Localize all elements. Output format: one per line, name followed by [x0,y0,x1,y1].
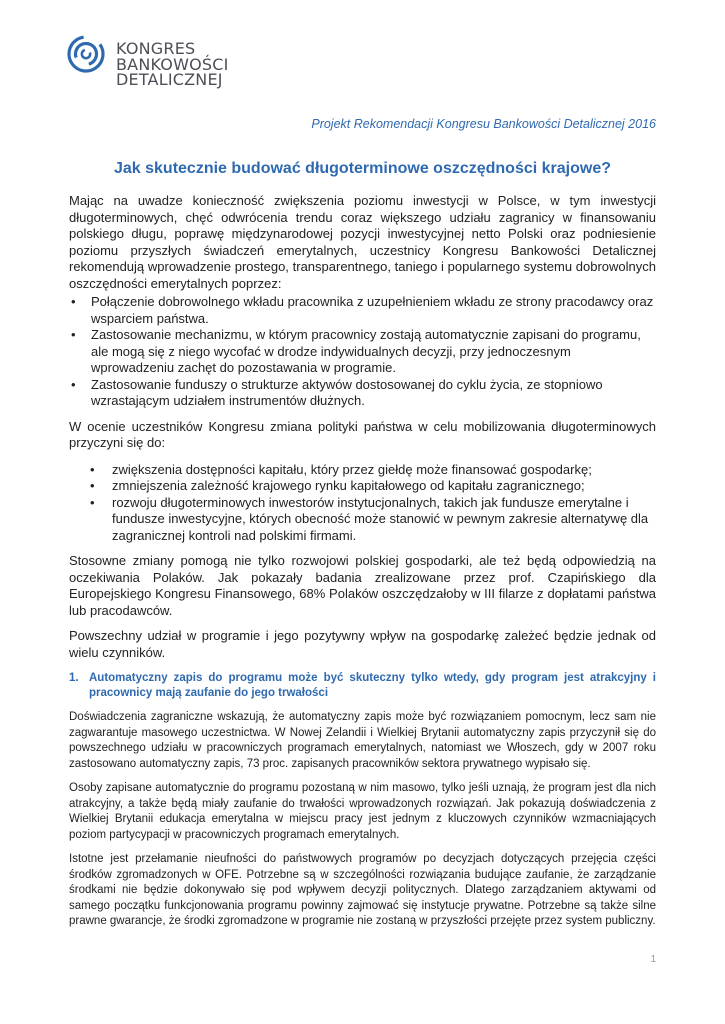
kongres-logo-icon [66,32,108,76]
document-subtitle: Projekt Rekomendacji Kongresu Bankowości Detalicznej 2016 [311,117,656,131]
logo-line-1: KONGRES [116,39,196,58]
section-number: 1. [69,672,79,684]
list-item: • Połączenie dobrowolnego wkładu pracownika z uzupełnieniem wkładu ze strony pracodawcy oraz wsparciem państwa. [69,294,656,327]
paragraph-4: Powszechny udział w programie i jego pozytywny wpływ na gospodarkę zależeć będzie jednak od wielu czynników. [69,628,656,660]
intro-paragraph: Mając na uwadze konieczność zwiększenia poziomu inwestycji w Polsce, w tym inwestycji długoterminowych, chęć odwrócenia trendu coraz większego udziału zagranicy w finansowaniu polskiego długu, poprawę międzynarodowej pozycji inwestycyjnej netto Polski oraz podniesienie poziomu przyszłych świadczeń emerytalnych, uczestnicy Kongresu Bankowości Detalicznej rekomendują wprowadzenie prostego, transparentnego, taniego i popularnego systemu dobrowolnych oszczędności emerytalnych poprzez: [69,193,656,291]
list-item: • zmniejszenia zależność krajowego rynku kapitałowego od kapitału zagranicznego; [69,478,656,495]
logo-text [116,41,229,88]
section-1-paragraph-1: Doświadczenia zagraniczne wskazują, że automatyczny zapis może być rozwiązaniem pomocnym, lecz sam nie zagwarantuje masowego uczestnictwa. W Nowej Zelandii i Wielkiej Brytanii automatyczny zapis przyczynił się do powszechnego udziału w pracowniczych programach emerytalnych, natomiast we Włoszech, gdy w 2007 roku zastosowano automatyczny zapis, 73 proc. zapisanych pracowników sektora prywatnego wypisało się. [69,711,656,770]
page-number: 1 [650,954,656,965]
section-heading-text: Automatyczny zapis do programu może być skuteczny tylko wtedy, gdy program jest atrakcyjny i pracownicy mają zaufanie do jego trwałości [89,672,656,699]
list-item: • rozwoju długoterminowych inwestorów instytucjonalnych, takich jak fundusze emerytalne i fundusze inwestycyjne, których obecność może stanowić w pewnym zakresie alternatywę dla zagranicznej kontroli nad polskimi firmami. [69,495,656,545]
document-title: Jak skutecznie budować długoterminowe oszczędności krajowe? [113,160,611,177]
section-1-heading [69,671,656,701]
document-body [69,193,656,930]
recommendation-list [69,294,656,410]
section-1-paragraph-3: Istotne jest przełamanie nieufności do państwowych programów po decyzjach dotyczących przejęcia części środków zgromadzonych w OFE. Potrzebne są w szczególności rozwiązania budujące zaufanie, że zarządzanie środkami nie będzie dokonywało się pod wpływem decyzji politycznych. Dlatego zarządzaniem aktywami od samego początku funkcjonowania programu powinny zajmować się instytucje prywatne. Potrzebne są także silne prawne gwarancje, że środki zgromadzone w programie nie zostaną w przyszłości przejęte przez system publiczny. [69,853,656,927]
section-1-paragraph-2: Osoby zapisane automatycznie do programu pozostaną w nim masowo, tylko jeśli uznają, że program jest dla nich atrakcyjny, a także będą miały zaufanie do trwałości wprowadzonych rozwiązań. Jak pokazują doświadczenia z Wielkiej Brytanii edukacja emerytalna w miejscu pracy jest jednym z kluczowych czynników wzmacniających poziom partycypacji w pracowniczych programach emerytalnych. [69,782,656,841]
paragraph-2: W ocenie uczestników Kongresu zmiana polityki państwa w celu mobilizowania długoterminowych przyczyni się do: [69,418,656,450]
logo [66,30,236,100]
list-item: • Zastosowanie mechanizmu, w którym pracownicy zostają automatycznie zapisani do programu, ale mogą się z niego wycofać w drodze indywidualnych decyzji, przy jednoczesnym wprowadzeniu zachęt do pozostawania w programie. [69,327,656,377]
benefits-list [69,462,656,545]
list-item: • Zastosowanie funduszy o strukturze aktywów dostosowanej do cyklu życia, ze stopniowo wzrastającym udziałem instrumentów dłużnych. [69,377,656,410]
paragraph-3: Stosowne zmiany pomogą nie tylko rozwojowi polskiej gospodarki, ale też będą odpowiedzią na oczekiwania Polaków. Jak pokazały badania zrealizowane przez prof. Czapińskiego dla Europejskiego Kongresu Finansowego, 68% Polaków oszczędzałoby w III filarze z dopłatami państwa lub pracodawców. [69,553,656,618]
logo-line-2: BANKOWOŚCI [116,54,229,74]
logo-line-3: DETALICZNEJ [116,70,223,89]
list-item: • zwiększenia dostępności kapitału, który przez giełdę może finansować gospodarkę; [69,462,656,479]
